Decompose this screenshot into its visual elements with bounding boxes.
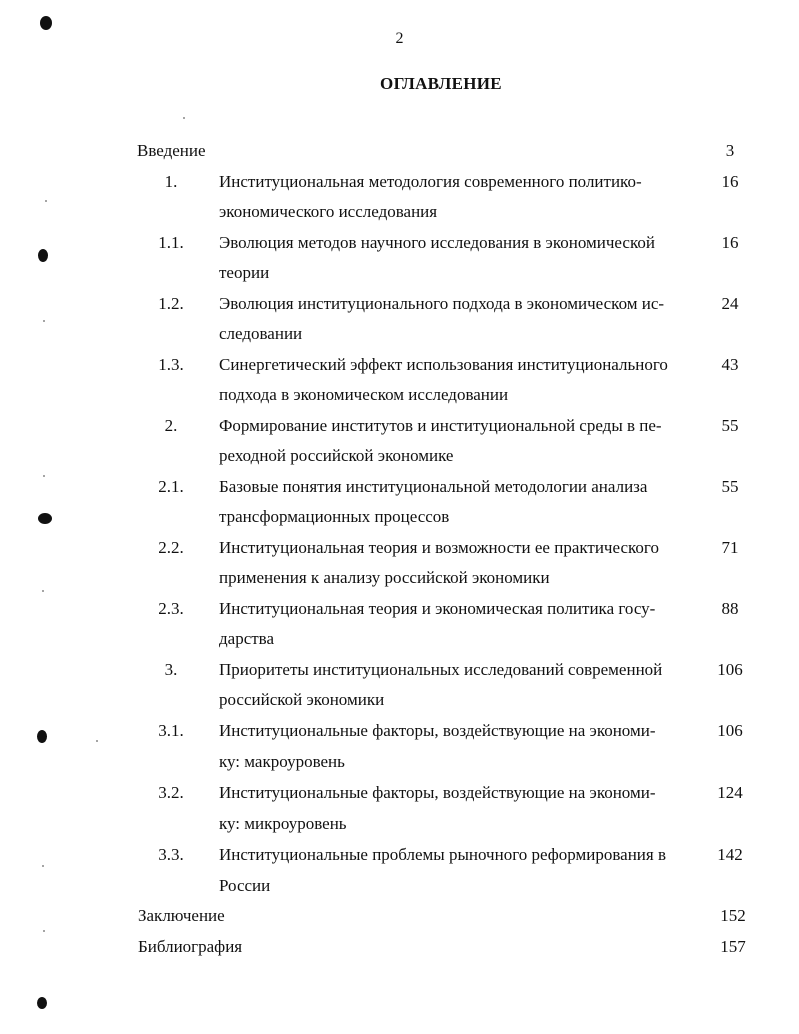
entry-title-line1: Институциональные проблемы рыночного реформирования в xyxy=(219,845,667,864)
entry-number: 2. xyxy=(164,416,178,435)
entry-page: 71 xyxy=(721,538,739,557)
entry-title-line1: Приоритеты институциональных исследований современной xyxy=(219,660,663,679)
entry-title-line2: теории xyxy=(219,263,270,282)
entry-title-line1: Эволюция институционального подхода в экономическом ис- xyxy=(219,294,665,313)
entry-title-line2: трансформационных процессов xyxy=(219,507,450,526)
entry-page: 142 xyxy=(717,845,743,864)
entry-number: 3.1. xyxy=(158,721,184,740)
scan-speck xyxy=(43,930,45,932)
entry-page: 55 xyxy=(721,416,739,435)
entry-title-line1: Синергетический эффект использования институционального xyxy=(219,355,668,374)
entry-title-line2: следовании xyxy=(219,324,303,343)
entry-number: 2.2. xyxy=(158,538,184,557)
entry-number: 3.3. xyxy=(158,845,184,864)
entry-page: 16 xyxy=(721,233,739,252)
entry-page: 106 xyxy=(717,721,743,740)
entry-page: 43 xyxy=(721,355,739,374)
entry-title-line1: Базовые понятия институциональной методологии анализа xyxy=(219,477,648,496)
entry-page: 16 xyxy=(721,172,739,191)
binding-hole-mark xyxy=(40,16,52,30)
entry-number: 3. xyxy=(164,660,178,679)
entry-title-line1: Институциональная методология современного политико- xyxy=(219,172,642,191)
scan-speck xyxy=(43,475,45,477)
scan-speck xyxy=(42,865,44,867)
entry-page: 55 xyxy=(721,477,739,496)
scan-speck xyxy=(42,590,44,592)
entry-title-line2: ку: макроуровень xyxy=(219,752,345,771)
entry-title-line2: России xyxy=(219,876,271,895)
entry-title-line1: Институциональная теория и экономическая политика госу- xyxy=(219,599,656,618)
entry-title-line1: Институциональные факторы, воздействующие на экономи- xyxy=(219,721,656,740)
page-number: 2 xyxy=(395,30,404,47)
binding-hole-mark xyxy=(37,730,47,743)
page-title: ОГЛАВЛЕНИЕ xyxy=(380,74,502,93)
entry-number: 1.2. xyxy=(158,294,184,313)
entry-page: 124 xyxy=(717,783,743,802)
entry-title-line2: дарства xyxy=(219,629,275,648)
intro-label: Введение xyxy=(137,141,206,160)
entry-title-line2: экономического исследования xyxy=(219,202,438,221)
scan-speck xyxy=(96,740,98,742)
entry-number: 1.3. xyxy=(158,355,184,374)
binding-hole-mark xyxy=(38,513,52,524)
entry-title-line2: российской экономики xyxy=(219,690,385,709)
entry-title-line2: применения к анализу российской экономики xyxy=(219,568,550,587)
entry-title-line1: Институциональная теория и возможности ее практического xyxy=(219,538,659,557)
entry-title-line2: реходной российской экономике xyxy=(219,446,454,465)
entry-number: 2.3. xyxy=(158,599,184,618)
entry-number: 3.2. xyxy=(158,783,184,802)
bibliography-page: 157 xyxy=(720,937,746,956)
scan-speck xyxy=(45,200,47,202)
entry-number: 1. xyxy=(164,172,178,191)
scan-speck xyxy=(43,320,45,322)
intro-page: 3 xyxy=(725,141,735,160)
conclusion-page: 152 xyxy=(720,906,746,925)
scan-speck xyxy=(183,117,185,119)
binding-hole-mark xyxy=(38,249,48,262)
binding-hole-mark xyxy=(37,997,47,1009)
entry-page: 88 xyxy=(721,599,739,618)
entry-number: 2.1. xyxy=(158,477,184,496)
entry-title-line1: Институциональные факторы, воздействующие на экономи- xyxy=(219,783,656,802)
entry-title-line1: Эволюция методов научного исследования в экономической xyxy=(219,233,655,252)
entry-page: 24 xyxy=(721,294,739,313)
bibliography-label: Библиография xyxy=(138,937,243,956)
entry-number: 1.1. xyxy=(158,233,184,252)
entry-title-line2: ку: микроуровень xyxy=(219,814,347,833)
entry-page: 106 xyxy=(717,660,743,679)
entry-title-line2: подхода в экономическом исследовании xyxy=(219,385,509,404)
entry-title-line1: Формирование институтов и институциональной среды в пе- xyxy=(219,416,662,435)
conclusion-label: Заключение xyxy=(138,906,225,925)
